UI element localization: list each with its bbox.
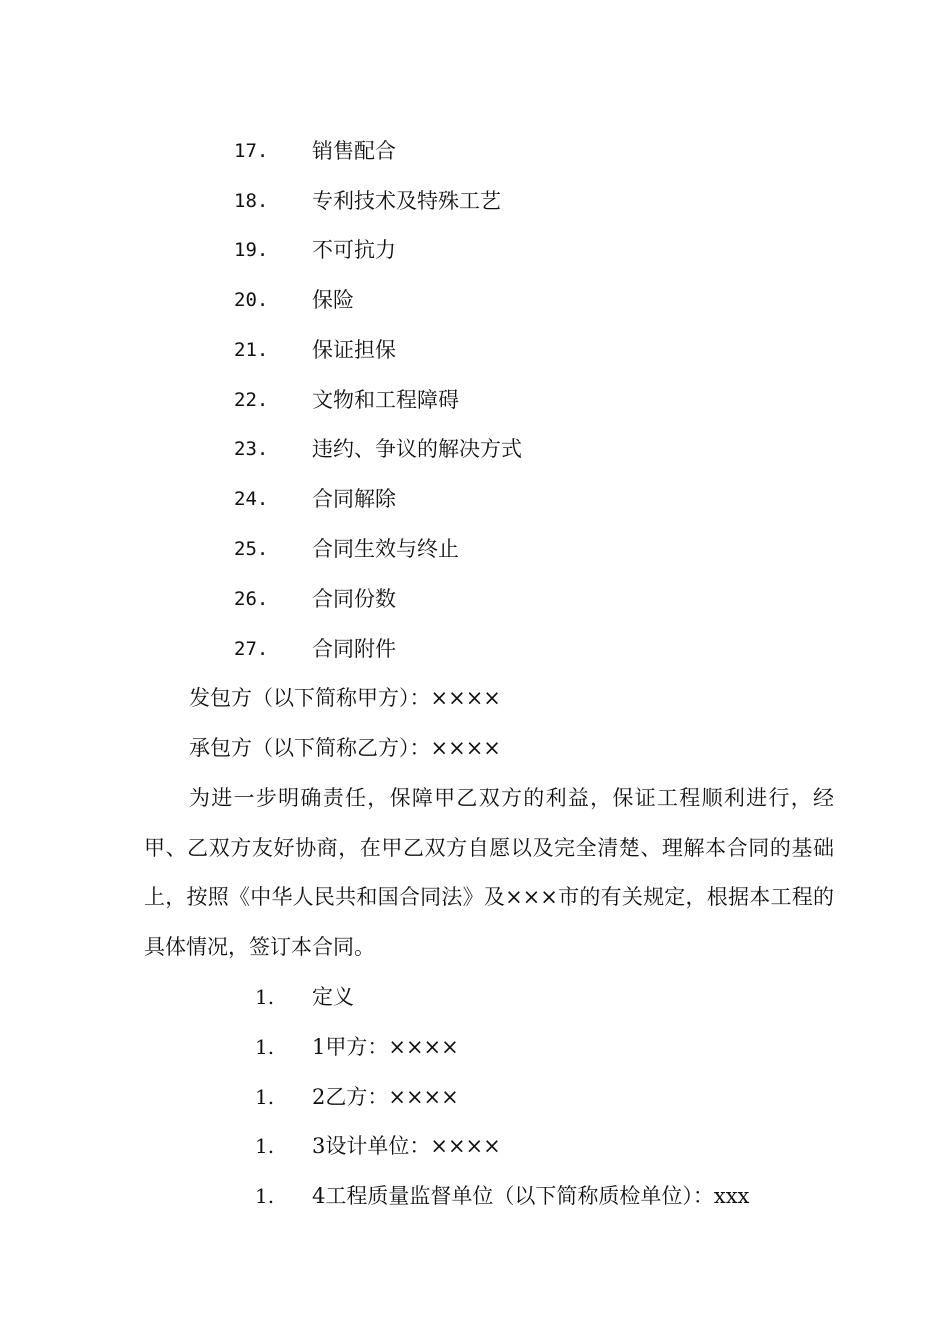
toc-item-number: 27.: [234, 638, 269, 660]
definition-number: 1.: [255, 1085, 275, 1109]
definition-text: 2乙方：××××: [312, 1085, 459, 1109]
toc-item-title: 保证担保: [312, 338, 396, 362]
definition-number: 1.: [255, 1035, 275, 1059]
definition-item: [0, 1181, 950, 1211]
definition-number: 1.: [255, 985, 275, 1009]
toc-item-number: 24.: [234, 488, 269, 510]
toc-item-title: 不可抗力: [312, 238, 396, 262]
toc-item-title: 销售配合: [312, 139, 396, 163]
definition-text: 定义: [312, 985, 354, 1009]
definition-text: 3设计单位：××××: [312, 1134, 501, 1158]
toc-item-title: 合同附件: [312, 637, 396, 661]
definition-item: [0, 982, 950, 1012]
definition-item: [0, 1082, 950, 1112]
toc-item-number: 19.: [234, 239, 269, 261]
toc-item-number: 17.: [234, 140, 269, 162]
definition-item: [0, 1131, 950, 1161]
toc-item-title: 违约、争议的解决方式: [312, 437, 522, 461]
toc-item-title: 专利技术及特殊工艺: [312, 189, 501, 213]
toc-item-number: 18.: [234, 190, 269, 212]
contractor-party-line: 承包方（以下简称乙方）：××××: [189, 736, 501, 760]
definition-number: 1.: [255, 1134, 275, 1158]
definition-text: 4工程质量监督单位（以下简称质检单位）：xxx: [312, 1184, 750, 1208]
toc-item-number: 25.: [234, 538, 269, 560]
definition-item: [0, 1032, 950, 1062]
toc-item-number: 22.: [234, 389, 269, 411]
toc-item-number: 20.: [234, 289, 269, 311]
toc-item-number: 21.: [234, 339, 269, 361]
toc-item-title: 合同份数: [312, 587, 396, 611]
definition-text: 1甲方：××××: [312, 1035, 459, 1059]
toc-item-number: 26.: [234, 588, 269, 610]
toc-item-number: 23.: [234, 438, 269, 460]
toc-item-title: 文物和工程障碍: [312, 388, 459, 412]
toc-item-title: 合同解除: [312, 487, 396, 511]
definition-number: 1.: [255, 1184, 275, 1208]
employer-party-line: 发包方（以下简称甲方）：××××: [189, 686, 501, 710]
toc-item-title: 保险: [312, 288, 354, 312]
toc-item-title: 合同生效与终止: [312, 537, 459, 561]
preamble-paragraph: 为进一步明确责任，保障甲乙双方的利益，保证工程顺利进行，经甲、乙双方友好协商，在甲乙双方自愿以及完全清楚、理解本合同的基础上，按照《中华人民共和国合同法》及×××市的有关规定，根据本工程的具体情况，签订本合同。: [144, 786, 834, 959]
